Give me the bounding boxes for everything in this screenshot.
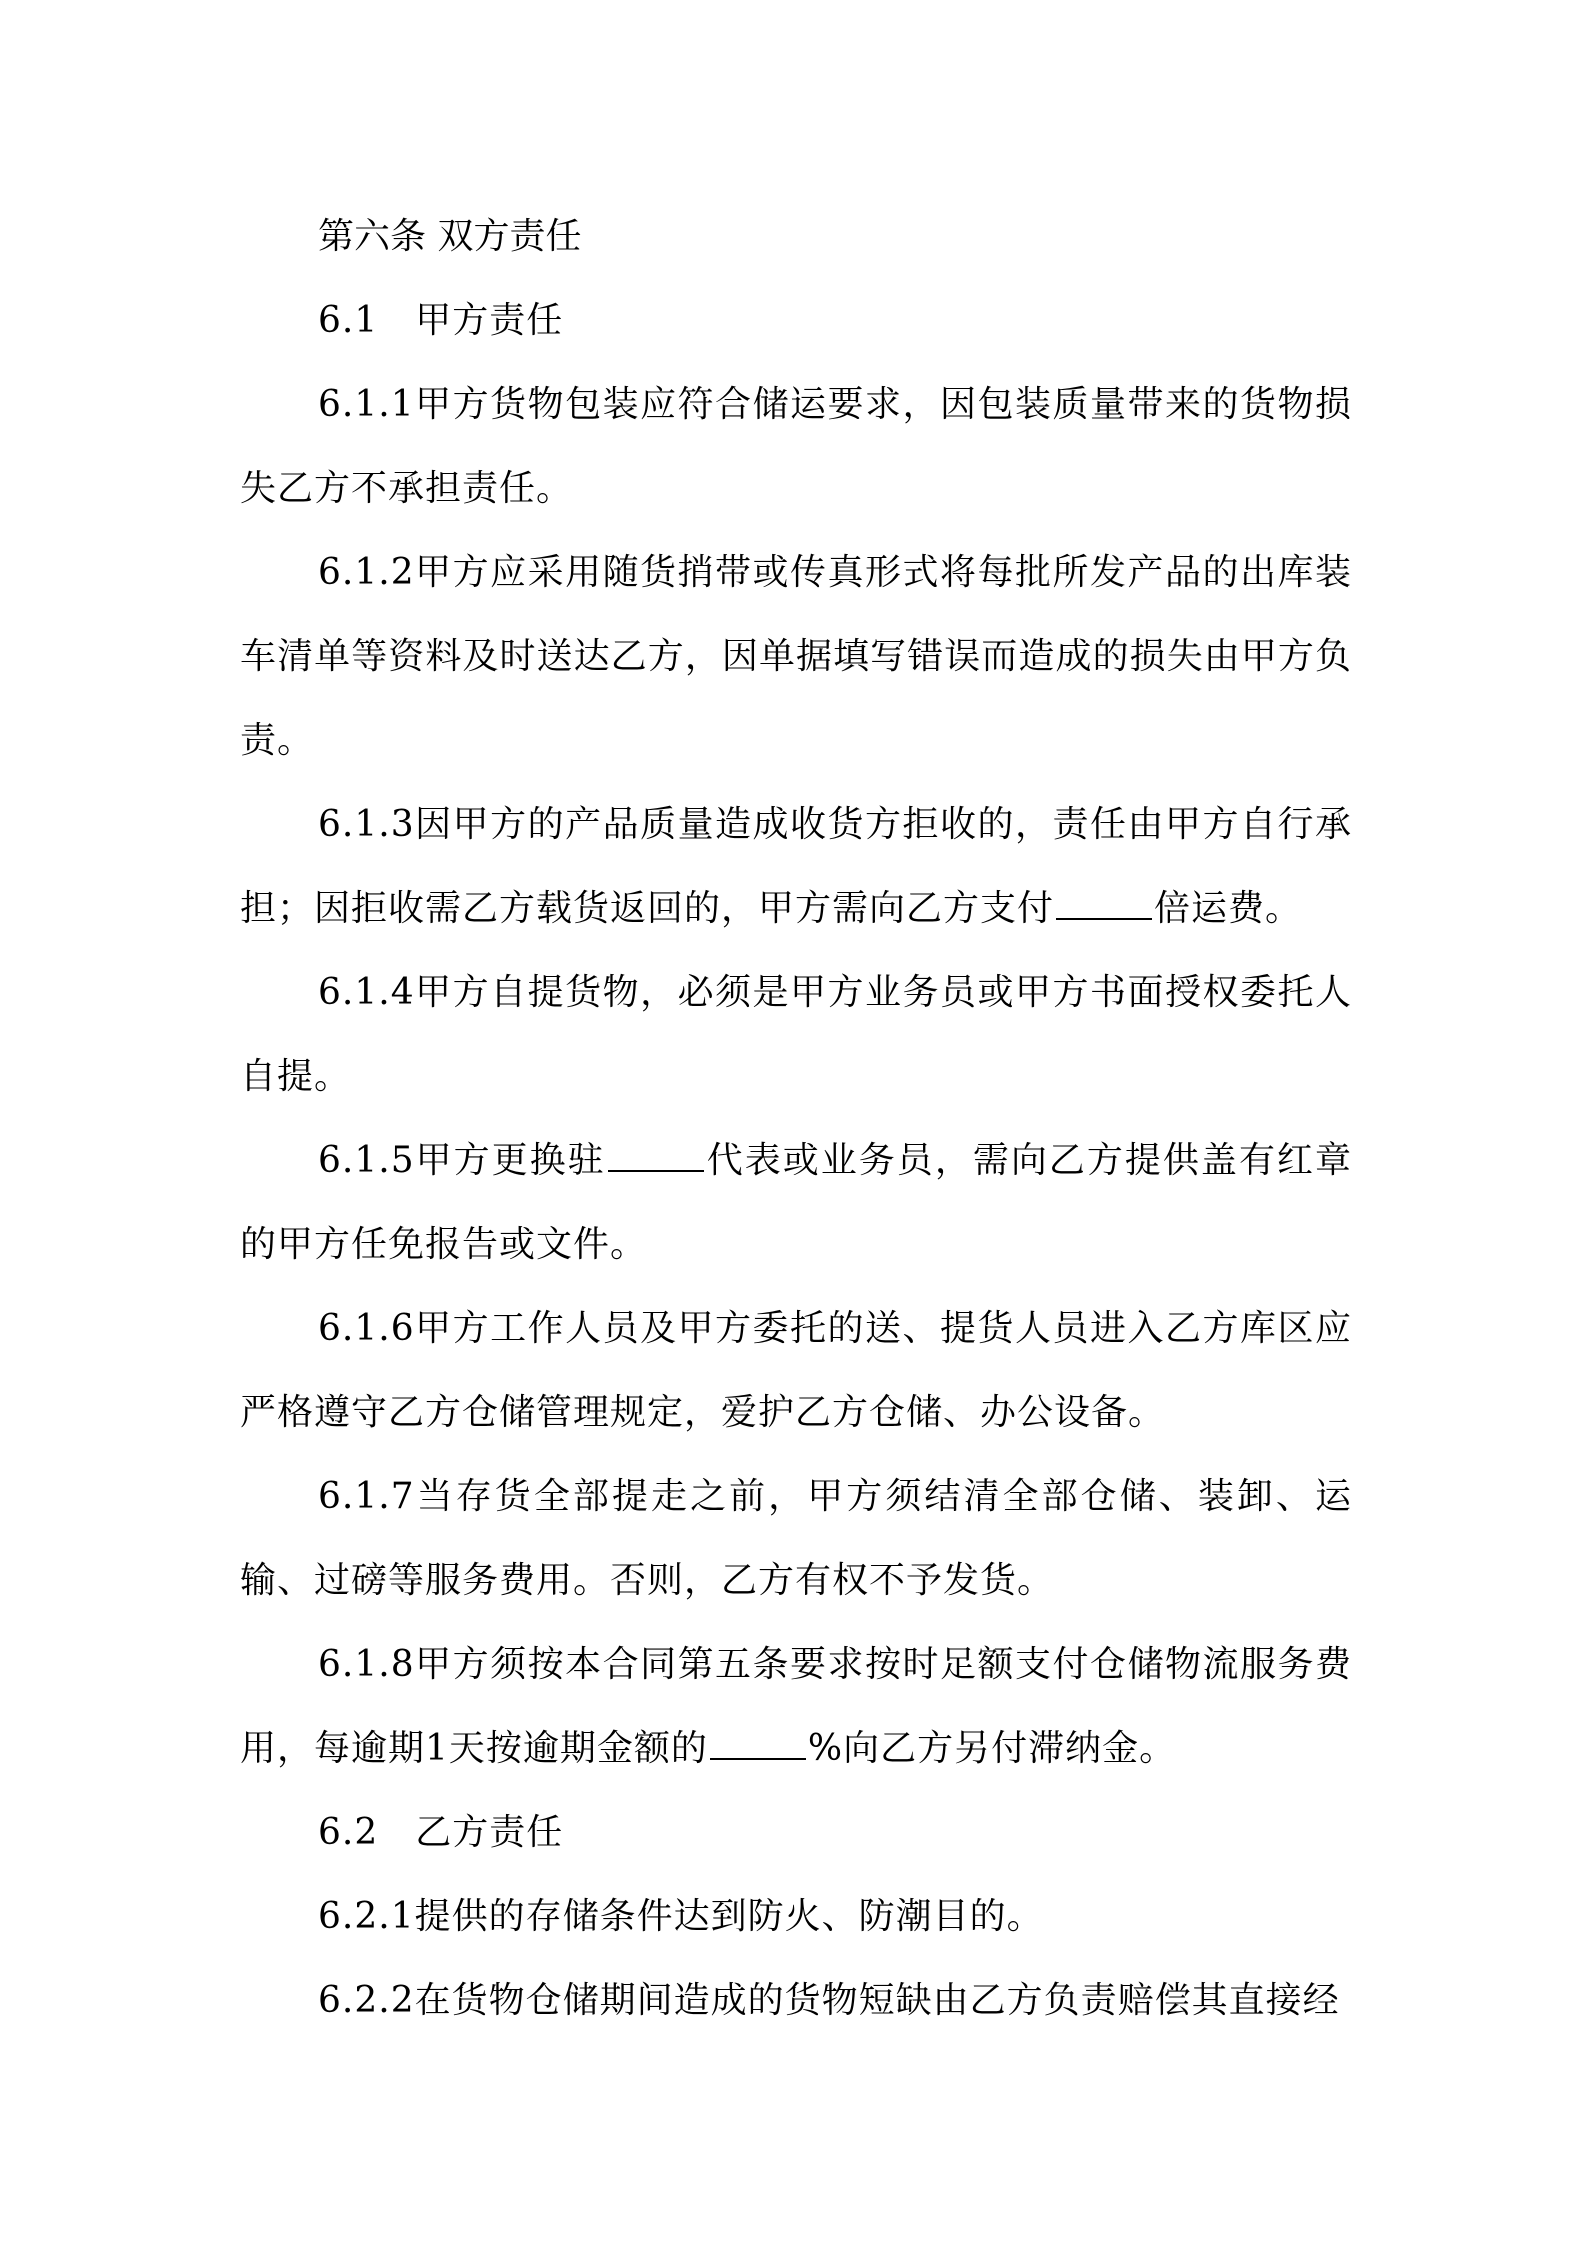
- section-heading-party-a: 6.1 甲方责任: [318, 300, 564, 341]
- contract-page: [240, 195, 1352, 2043]
- clause-6-1-3-text-after: 倍运费。: [1154, 888, 1303, 929]
- fill-in-blank: [1056, 888, 1152, 920]
- fill-in-blank: [710, 1728, 806, 1760]
- clause-6-1-7: 6.1.7当存货全部提走之前，甲方须结清全部仓储、装卸、运输、过磅等服务费用。否则，乙方有权不予发货。: [240, 1476, 1352, 1601]
- clause-6-1-8-text-before: 6.1.8甲方须按本合同第五条要求按时足额支付仓储物流服务费用，每逾期1天按逾期金额的: [240, 1644, 1352, 1769]
- clause-6-1-5-text-after: 代表或业务员，需向乙方提供盖有红章的甲方任免报告或文件。: [240, 1140, 1352, 1265]
- section-heading-party-b: 6.2 乙方责任: [318, 1812, 564, 1853]
- clause-6-2-1: 6.2.1提供的存储条件达到防火、防潮目的。: [318, 1896, 1044, 1937]
- clause-6-1-6: 6.1.6甲方工作人员及甲方委托的送、提货人员进入乙方库区应严格遵守乙方仓储管理规定，爱护乙方仓储、办公设备。: [240, 1308, 1352, 1433]
- clause-6-1-5: [240, 1119, 1352, 1287]
- fill-in-blank: [608, 1140, 704, 1172]
- clause-6-1-4: 6.1.4甲方自提货物，必须是甲方业务员或甲方书面授权委托人自提。: [240, 972, 1352, 1097]
- clause-6-1-8: [240, 1623, 1352, 1791]
- clause-6-1-3-text-before: 6.1.3因甲方的产品质量造成收货方拒收的，责任由甲方自行承担；因拒收需乙方载货返回的，甲方需向乙方支付: [240, 804, 1352, 929]
- clause-6-1-1: 6.1.1甲方货物包装应符合储运要求，因包装质量带来的货物损失乙方不承担责任。: [240, 384, 1352, 509]
- clause-6-2-2: 6.2.2在货物仓储期间造成的货物短缺由乙方负责赔偿其直接经: [318, 1980, 1340, 2021]
- clause-6-1-3: [240, 783, 1352, 951]
- article-title: 第六条 双方责任: [318, 216, 582, 257]
- clause-6-1-5-text-before: 6.1.5甲方更换驻: [318, 1140, 606, 1181]
- clause-6-1-8-text-after: %向乙方另付滞纳金。: [807, 1728, 1177, 1769]
- clause-6-1-2: 6.1.2甲方应采用随货捎带或传真形式将每批所发产品的出库装车清单等资料及时送达乙方，因单据填写错误而造成的损失由甲方负责。: [240, 552, 1352, 761]
